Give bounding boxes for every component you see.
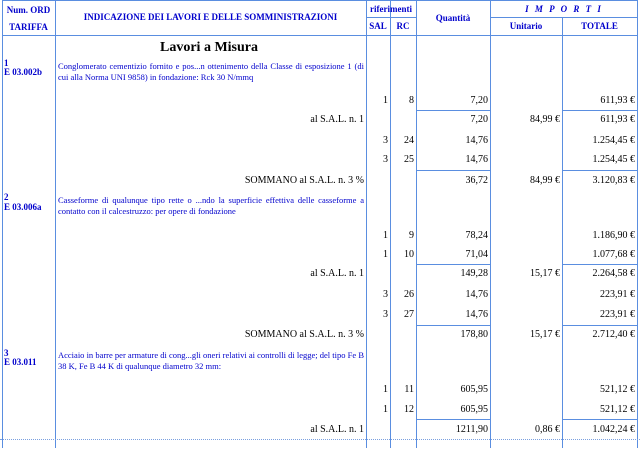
- subtotal-rule: [416, 110, 490, 111]
- qty-cell: 605,95: [460, 384, 488, 395]
- header-tariffa: TARIFFA: [9, 22, 48, 32]
- total-cell: 1.042,24 €: [592, 424, 635, 435]
- sal-cell: 3: [383, 309, 388, 320]
- header-bottom: [2, 35, 638, 36]
- rc-cell: 12: [404, 404, 414, 415]
- subtotal-label: al S.A.L. n. 1: [310, 424, 364, 435]
- sal-cell: 3: [383, 135, 388, 146]
- unit-price-cell: 15,17 €: [530, 268, 560, 279]
- total-cell: 611,93 €: [600, 95, 635, 106]
- subtotal-label: al S.A.L. n. 1: [310, 114, 364, 125]
- qty-cell: 14,76: [465, 154, 488, 165]
- header-importi: I M P O R T I: [525, 4, 603, 14]
- sal-cell: 3: [383, 154, 388, 165]
- item-code: E 03.011: [4, 357, 37, 367]
- total-cell: 611,93 €: [600, 114, 635, 125]
- col-divider: [366, 0, 367, 448]
- subtotal-rule: [416, 264, 490, 265]
- header-quantita: Quantità: [435, 13, 471, 23]
- qty-cell: 605,95: [460, 404, 488, 415]
- col-divider: [490, 17, 491, 448]
- item-num: 1: [4, 58, 9, 68]
- total-cell: 223,91 €: [600, 289, 635, 300]
- sal-cell: 1: [383, 95, 388, 106]
- subtotal-rule: [416, 419, 490, 420]
- item-num: 2: [4, 192, 9, 202]
- rc-cell: 26: [404, 289, 414, 300]
- total-cell: 1.186,90 €: [592, 230, 635, 241]
- sal-cell: 3: [383, 289, 388, 300]
- qty-cell: 7,20: [470, 114, 488, 125]
- total-cell: 223,91 €: [600, 309, 635, 320]
- item-description: Conglomerato cementizio fornito e pos...n ottenimento della Classe di esposizione 1 (di cui alla Norma UNI 9858) in fondazione: Rck 30 N/mmq: [58, 61, 364, 82]
- header-unitario: Unitario: [509, 21, 543, 31]
- total-cell: 521,12 €: [600, 384, 635, 395]
- col-divider: [416, 0, 417, 448]
- header-riferimenti: riferimenti: [370, 4, 412, 14]
- qty-cell: 149,28: [460, 268, 488, 279]
- frame-left: [2, 0, 3, 448]
- rc-cell: 8: [409, 95, 414, 106]
- sal-cell: 1: [383, 384, 388, 395]
- rc-cell: 24: [404, 135, 414, 146]
- subtotal-rule: [562, 325, 638, 326]
- header-line: [490, 17, 638, 18]
- qty-cell: 7,20: [470, 95, 488, 106]
- total-cell: 1.077,68 €: [592, 249, 635, 260]
- header-sal: SAL: [369, 21, 387, 31]
- sommano-label: SOMMANO al S.A.L. n. 3 %: [244, 175, 364, 186]
- item-code: E 03.006a: [4, 202, 42, 212]
- subtotal-rule: [562, 110, 638, 111]
- qty-cell: 1211,90: [455, 424, 488, 435]
- qty-cell: 78,24: [465, 230, 488, 241]
- header-line: [366, 17, 416, 18]
- total-cell: 2.264,58 €: [592, 268, 635, 279]
- rc-cell: 11: [404, 384, 414, 395]
- qty-cell: 36,72: [465, 175, 488, 186]
- item-description: Casseforme di qualunque tipo rette o ...ndo la superficie effettiva delle casseforme a contatto con il calcestruzzo: per opere di fondazione: [58, 195, 364, 216]
- col-divider: [390, 0, 391, 448]
- header-totale: TOTALE: [581, 21, 618, 31]
- subtotal-rule: [562, 419, 638, 420]
- item-num: 3: [4, 348, 9, 358]
- rc-cell: 10: [404, 249, 414, 260]
- sommano-label: SOMMANO al S.A.L. n. 3 %: [244, 329, 364, 340]
- total-cell: 1.254,45 €: [592, 135, 635, 146]
- frame-right: [637, 0, 638, 448]
- subtotal-rule: [562, 170, 638, 171]
- col-divider: [55, 0, 56, 448]
- unit-price-cell: 15,17 €: [530, 329, 560, 340]
- qty-cell: 14,76: [465, 289, 488, 300]
- section-title: Lavori a Misura: [160, 40, 258, 55]
- subtotal-label: al S.A.L. n. 1: [310, 268, 364, 279]
- qty-cell: 14,76: [465, 309, 488, 320]
- total-cell: 521,12 €: [600, 404, 635, 415]
- unit-price-cell: 84,99 €: [530, 114, 560, 125]
- unit-price-cell: 0,86 €: [535, 424, 560, 435]
- subtotal-rule: [416, 325, 490, 326]
- item-code: E 03.002b: [4, 67, 43, 77]
- total-cell: 1.254,45 €: [592, 154, 635, 165]
- sal-cell: 1: [383, 230, 388, 241]
- subtotal-rule: [416, 170, 490, 171]
- rc-cell: 9: [409, 230, 414, 241]
- rc-cell: 25: [404, 154, 414, 165]
- rc-cell: 27: [404, 309, 414, 320]
- subtotal-rule: [562, 264, 638, 265]
- qty-cell: 71,04: [465, 249, 488, 260]
- frame-top: [2, 0, 638, 1]
- qty-cell: 178,80: [460, 329, 488, 340]
- total-cell: 2.712,40 €: [592, 329, 635, 340]
- sal-cell: 1: [383, 249, 388, 260]
- sal-cell: 1: [383, 404, 388, 415]
- total-cell: 3.120,83 €: [592, 175, 635, 186]
- header-indicazione: INDICAZIONE DEI LAVORI E DELLE SOMMINISTRAZIONI: [83, 12, 338, 22]
- header-num-ord: Num. ORD: [6, 5, 51, 15]
- qty-cell: 14,76: [465, 135, 488, 146]
- item-description: Acciaio in barre per armature di cong...gli oneri relativi ai controlli di legge; del tipo Fe B 38 K, Fe B 44 K di qualunque diametro 32 mm:: [58, 350, 364, 371]
- header-rc: RC: [396, 21, 410, 31]
- unit-price-cell: 84,99 €: [530, 175, 560, 186]
